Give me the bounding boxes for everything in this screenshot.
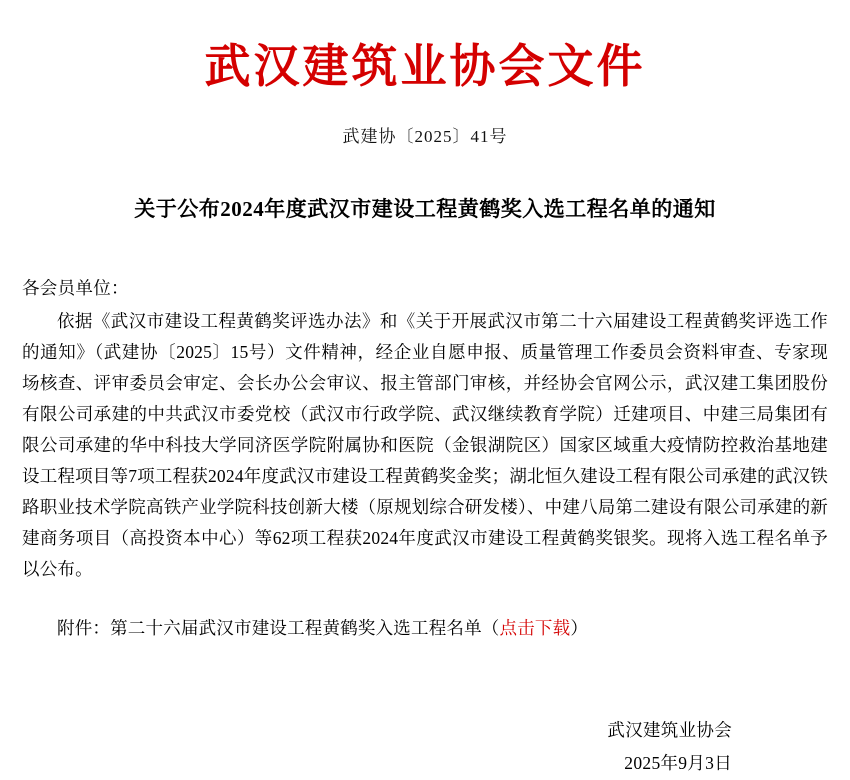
attachment-suffix: ） (570, 617, 589, 638)
document-number: 武建协〔2025〕41号 (342, 126, 508, 146)
download-link[interactable]: 点击下载 (499, 617, 571, 638)
signature-block (22, 714, 828, 780)
signature-date: 2025年9月3日 (624, 752, 732, 773)
attachment-label: 附件：第二十六届武汉市建设工程黄鹤奖入选工程名单（ (57, 617, 500, 638)
notice-title: 关于公布2024年度武汉市建设工程黄鹤奖入选工程名单的通知 (134, 196, 716, 221)
body-paragraph: 依据《武汉市建设工程黄鹤奖评选办法》和《关于开展武汉市第二十六届建设工程黄鹤奖评选工作的通知》（武建协〔2025〕15号）文件精神，经企业自愿申报、质量管理工作委员会资料审查、专家现场核查、评审委员会审定、会长办公会审议、报主管部门审核，并经协会官网公示，武汉建工集团股份有限公司承建的中共武汉市委党校（武汉市行政学院、武汉继续教育学院）迁建项目、中建三局集团有限公司承建的华中科技大学同济医学院附属协和医院（金银湖院区）国家区域重大疫情防控救治基地建设工程项目等7项工程获2024年度武汉市建设工程黄鹤奖金奖；湖北恒久建设工程有限公司承建的武汉铁路职业技术学院高铁产业学院科技创新大楼（原规划综合研发楼）、中建八局第二建设有限公司承建的新建商务项目（高投资本中心）等62项工程获2024年度武汉市建设工程黄鹤奖银奖。现将入选工程名单予以公布。 (22, 310, 828, 579)
document-header-title: 武汉建筑业协会文件 (204, 41, 646, 92)
attachment-line (22, 615, 828, 640)
signature-organization: 武汉建筑业协会 (607, 719, 732, 740)
salutation: 各会员单位： (22, 277, 129, 298)
